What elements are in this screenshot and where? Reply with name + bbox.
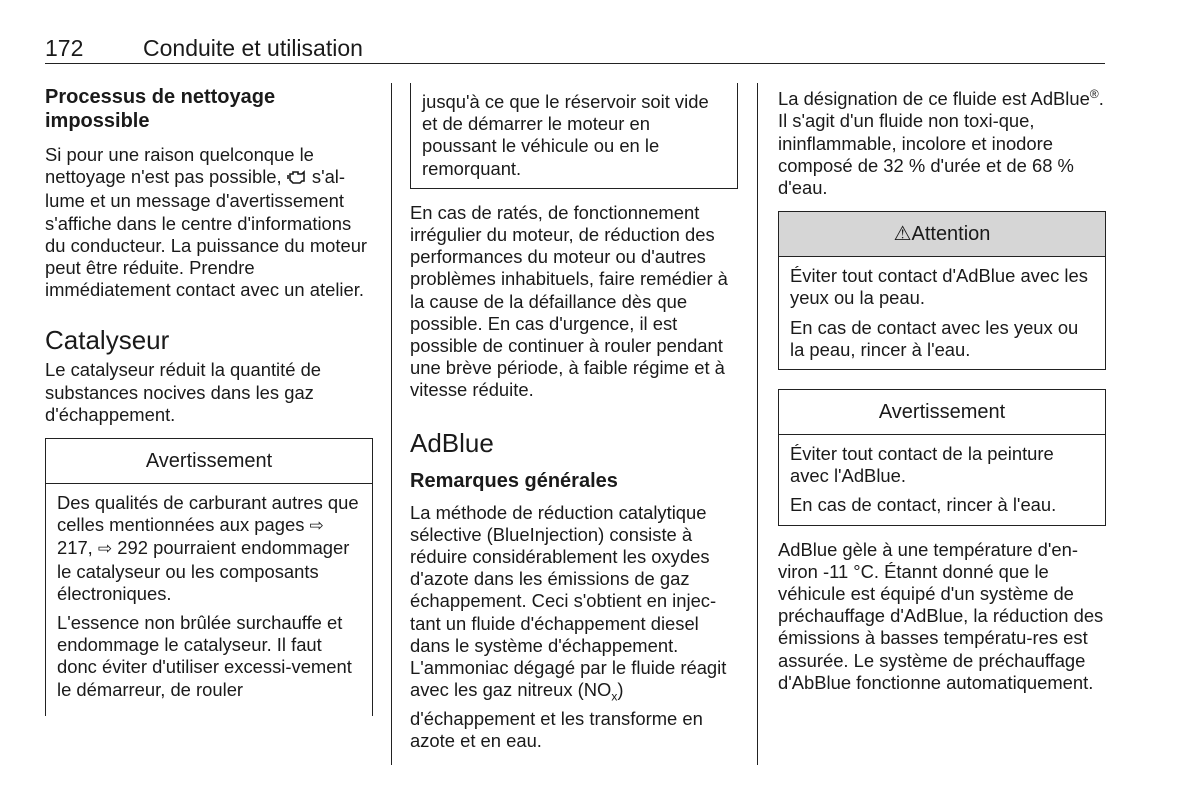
warning-box-paint-title: Avertissement [779,390,1105,435]
page-ref-217: 217, [57,537,93,559]
column-2 [410,83,738,753]
warning-paint-paragraph-1: Éviter tout contact de la peinture avec l'AdBlue. [790,442,1054,487]
warning-box-continued-text: jusqu'à ce que le réservoir soit vide et de démarrer le moteur en poussant le véhicule ou en le remorquant. [422,91,709,179]
attention-paragraph-2: En cas de contact avec les yeux ou la peau, rincer à l'eau. [790,316,1079,360]
attention-box-body [779,257,1105,369]
attention-box [778,211,1106,370]
paragraph-freezing: AdBlue gèle à une température d'en-viron -11 °C. Étannt donné que le véhicule est équipé d'un système de préchauffage d'AdBlue, la réduction des émissions à basses températu-res est assurée. Le système de préchauffage d'AbBlue fonctionne automatiquement. [778,538,1104,693]
warning-box-paint [778,389,1106,526]
page-header [45,35,363,62]
paragraph-cleaning-text: Si pour une raison quelconque le nettoyage n'est pas possible, [45,144,314,188]
warning-paragraph-1-text: Des qualités de carburant autres que celles mentionnées aux pages [57,492,359,536]
column-divider-left [391,83,392,765]
page-reference-arrow-icon: ⇨ [97,539,113,559]
warning-box-body [46,484,372,709]
paragraph-cleaning [45,144,373,301]
page-reference-arrow-icon: ⇨ [309,516,324,536]
attention-box-title [779,212,1105,257]
header-rule [45,63,1105,64]
paragraph-scr-text-2: ) d'échappement et les transforme en azote et en eau. [410,679,703,752]
warning-triangle-icon: ⚠ [893,223,912,246]
column-3 [778,83,1106,694]
paragraph-cleaning-text-2: s'al-lume et un message d'avertissement s'affiche dans le centre d'informations du conducteur. La puissance du moteur peut être réduite. Prendre immédiatement contact avec un atelier. [45,166,368,301]
warning-box-continued [410,83,738,189]
warning-paint-paragraph-2: En cas de contact, rincer à l'eau. [790,494,1057,516]
warning-paragraph-1 [57,492,362,605]
page-ref-292-text: 292 pourraient endommager le catalyseur ou les composants électroniques. [57,537,350,604]
attention-title-text: Attention [911,223,991,246]
heading-catalyst: Catalyseur [45,325,170,356]
paragraph-designation-text: La désignation de ce fluide est AdBlue [778,88,1090,110]
paragraph-misfire: En cas de ratés, de fonctionnement irrégulier du moteur, de réduction des performances du moteur ou d'autres problèmes inhabituels, faire remédier à la cause de la défaillance dès que possible. En cas d'urgence, il est possible de continuer à rouler pendant une brève période, à faible régime et à vitesse réduite. [410,201,728,401]
warning-box-paint-body [779,435,1105,525]
heading-general-remarks: Remarques générales [410,469,618,492]
engine-warning-icon [287,168,307,190]
warning-paragraph-2: L'essence non brûlée surchauffe et endommage le catalyseur. Il faut donc éviter d'utiliser excessi-vement le démarreur, de rouler [57,612,352,700]
heading-cleaning-impossible: Processus de nettoyage impossible [45,86,276,132]
paragraph-designation [778,83,1106,199]
column-1 [45,85,373,716]
warning-box-title: Avertissement [46,439,372,484]
attention-paragraph-1: Éviter tout contact d'AdBlue avec les yeux ou la peau. [790,265,1088,309]
warning-box-catalyst [45,438,373,716]
paragraph-designation-text-2: . Il s'agit d'un fluide non toxi-que, ininflammable, incolore et inodore composé de 32 % d'urée et de 68 % d'eau. [778,88,1104,198]
chapter-title: Conduite et utilisation [143,35,363,61]
paragraph-catalyst: Le catalyseur réduit la quantité de substances nocives dans les gaz d'échappement. [45,359,322,425]
paragraph-scr-text: La méthode de réduction catalytique sélective (BlueInjection) consiste à réduire considérablement les oxydes d'azote dans les émissions de gaz échappement. Ceci s'obtient en injec-tant un fluide d'échappement diesel dans le système d'échappement. L'ammoniac dégagé par le fluide réagit avec les gaz nitreux (NO [410,501,727,701]
registered-mark: ® [1089,87,1099,101]
subscript-x: x [611,689,618,704]
column-divider-right [757,83,758,765]
heading-adblue: AdBlue [410,427,494,458]
paragraph-scr [410,502,738,753]
page-number: 172 [45,35,84,61]
